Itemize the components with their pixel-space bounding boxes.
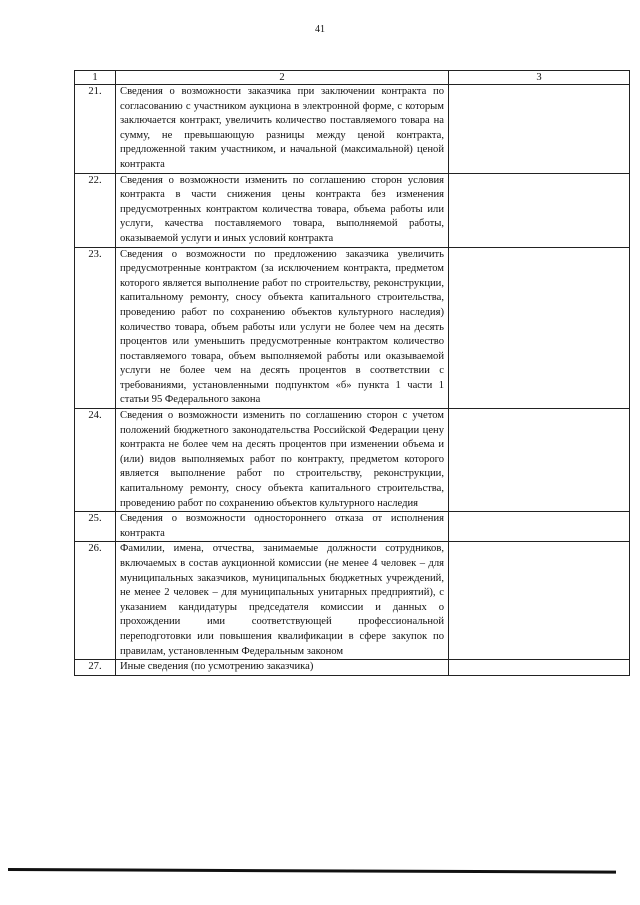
column-header-1: 1: [75, 71, 116, 85]
row-value: [449, 542, 630, 660]
requirements-table: [74, 70, 630, 676]
row-value: [449, 85, 630, 174]
column-header-3: 3: [449, 71, 630, 85]
row-description: Фамилии, имена, отчества, занимаемые должности сотрудников, включаемых в состав аукционной комиссии (не менее 4 человек – для муниципальных заказчиков, муниципальных бюджетных учреждений, не менее 2 человек – для муниципальных унитарных предприятий), с указанием кандидатуры председателя комиссии и данных о прохождении ими соответствующей профессиональной переподготовки или повышения квалификации в сфере закупок по правилам, установленным Федеральным законом: [120, 543, 444, 657]
row-value: [449, 409, 630, 512]
column-header-2: 2: [116, 71, 449, 85]
page-number: 41: [315, 24, 325, 35]
row-description: Сведения о возможности заказчика при заключении контракта по согласованию с участником аукциона в электронной форме, с которым заключается контракт, увеличить количество поставляемого товара на сумму, не превышающую разницы между ценой контракта, предложенной таким участником, и начальной (максимальной) ценой контракта: [120, 86, 444, 170]
row-value: [449, 660, 630, 676]
row-description-cell: [116, 660, 449, 676]
row-number: 25.: [75, 512, 116, 542]
table-row: [75, 247, 630, 409]
row-number: 24.: [75, 409, 116, 512]
row-value: [449, 173, 630, 247]
row-number: 22.: [75, 173, 116, 247]
row-number: 26.: [75, 542, 116, 660]
row-description-cell: [116, 409, 449, 512]
row-number: 23.: [75, 247, 116, 409]
table-row: [75, 512, 630, 542]
table-row: [75, 542, 630, 660]
row-description: Сведения о возможности одностороннего отказа от исполнения контракта: [120, 513, 444, 539]
row-description: Иные сведения (по усмотрению заказчика): [120, 661, 314, 673]
table-row: [75, 409, 630, 512]
table-row: [75, 173, 630, 247]
row-value: [449, 247, 630, 409]
row-value: [449, 512, 630, 542]
row-description-cell: [116, 173, 449, 247]
row-number: 21.: [75, 85, 116, 174]
row-description: Сведения о возможности по предложению заказчика увеличить предусмотренные контрактом (за исключением контракта, предметом которого является выполнение работ по строительству, реконструкции, капитальному ремонту, сносу объекта капитального строительства, проведению работ по сохранению объектов культурного наследия) количество товара, объем работы или услуги не более чем на десять процентов или уменьшить предусмотренные контрактом количество поставляемого товара, объем выполняемой работы или оказываемой услуги не более чем на десять процентов в соответствии с требованиями, установленными подпунктом «б» пункта 1 части 1 статьи 95 Федерального закона: [120, 248, 444, 406]
row-description-cell: [116, 85, 449, 174]
bottom-divider: [8, 868, 616, 874]
row-description-cell: [116, 542, 449, 660]
row-description: Сведения о возможности изменить по соглашению сторон условия контракта в части снижения цены контракта без изменения предусмотренных контрактом количества товара, объема работы или услуги, качества поставляемого товара, выполняемой работы, оказываемой услуги и иных условий контракта: [120, 174, 444, 244]
table-row: [75, 85, 630, 174]
table-row: [75, 660, 630, 676]
row-description: Сведения о возможности изменить по соглашению сторон с учетом положений бюджетного законодательства Российской Федерации цену контракта не более чем на десять процентов при изменении объема и (или) видов выполняемых работ по контракту, предметом которого является выполнение работ по строительству, реконструкции, капитальному ремонту, сносу объекта капитального строительства, проведению работ по сохранению объектов культурного наследия: [120, 410, 444, 509]
row-description-cell: [116, 512, 449, 542]
table-header-row: [75, 71, 630, 85]
row-description-cell: [116, 247, 449, 409]
row-number: 27.: [75, 660, 116, 676]
